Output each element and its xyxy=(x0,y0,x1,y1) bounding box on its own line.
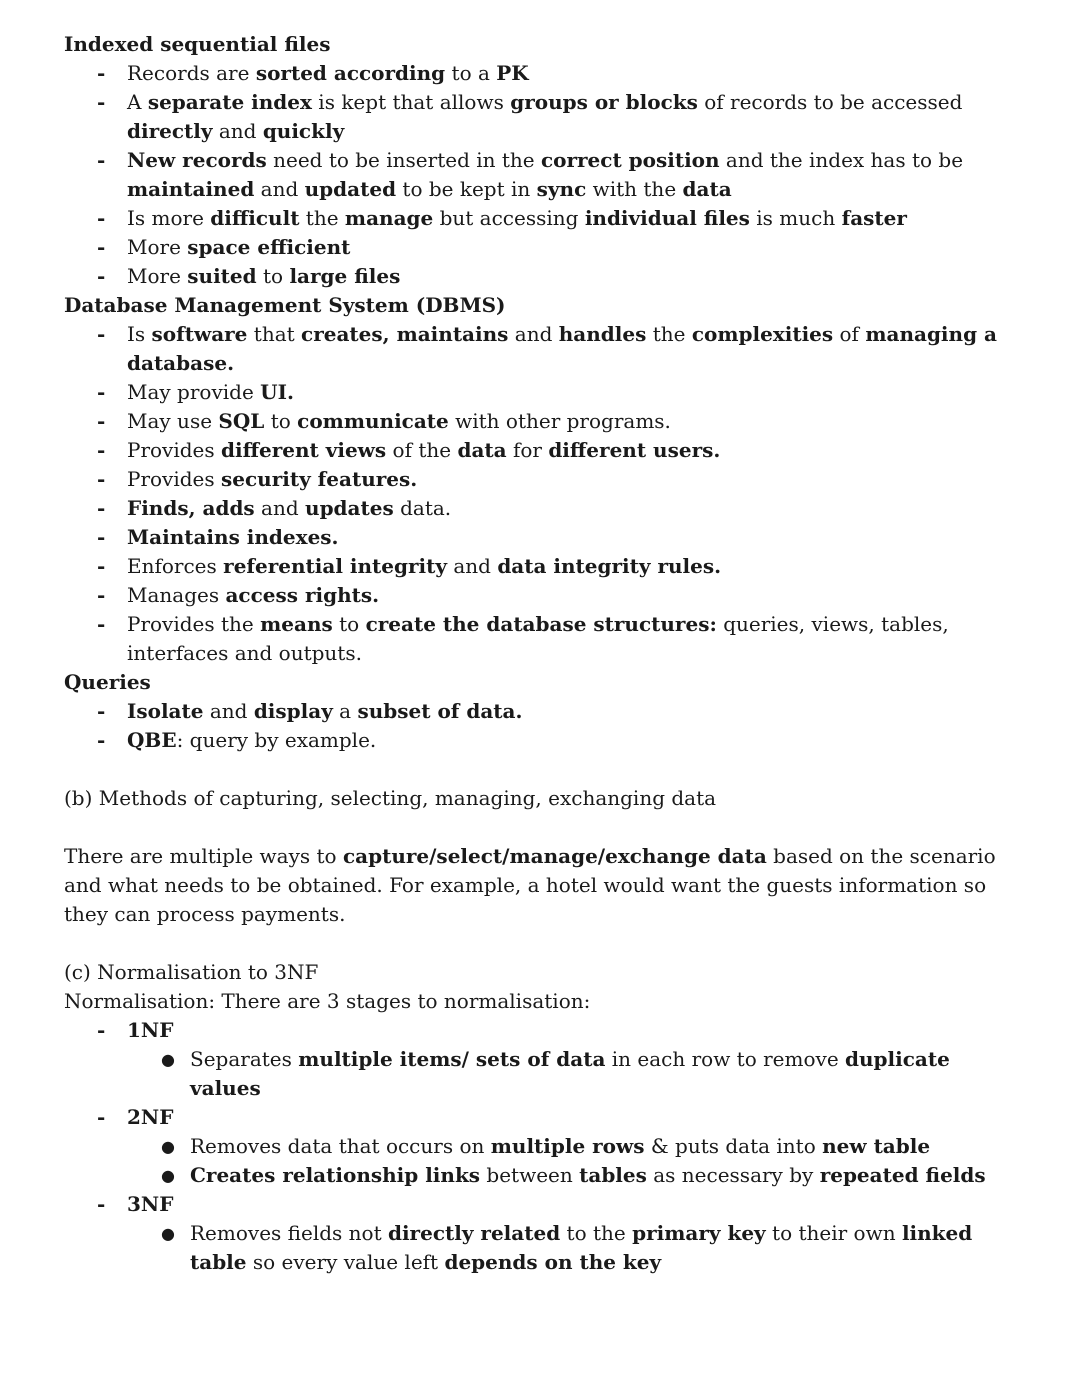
text-run: to a xyxy=(445,61,497,85)
bold-text: directly related xyxy=(387,1221,561,1245)
bold-text: separate index xyxy=(147,90,312,114)
text-run: is much xyxy=(749,206,842,230)
text-run: data. xyxy=(393,496,452,520)
bold-text: Maintains indexes. xyxy=(127,525,339,549)
list-item xyxy=(127,262,1024,291)
bold-text: Finds, adds xyxy=(127,496,255,520)
stage-3nf xyxy=(127,1190,1024,1277)
indexed-heading: Indexed sequential files xyxy=(64,32,331,56)
bold-text: handles xyxy=(558,322,647,346)
queries-heading: Queries xyxy=(64,670,151,694)
list-item xyxy=(127,552,1024,581)
text-run: Separates xyxy=(190,1047,299,1071)
bold-text: SQL xyxy=(218,409,265,433)
list-item xyxy=(127,88,1024,146)
text-run: to xyxy=(332,612,366,636)
list-item xyxy=(127,146,1024,204)
text-run: & puts data into xyxy=(644,1134,823,1158)
list-item xyxy=(190,1132,1024,1161)
text-run: a xyxy=(332,699,358,723)
bold-text: multiple items/ sets of data xyxy=(298,1047,606,1071)
bold-text: different users. xyxy=(548,438,721,462)
bold-text: creates, maintains xyxy=(301,322,509,346)
methods-title: (b) Methods of capturing, selecting, managing, exchanging data xyxy=(64,786,717,810)
bold-text: software xyxy=(151,322,248,346)
list-item xyxy=(127,610,1024,668)
text-run: and xyxy=(508,322,559,346)
dbms-list xyxy=(64,320,1024,668)
text-run: to xyxy=(264,409,298,433)
list-item xyxy=(127,204,1024,233)
text-run: Is xyxy=(127,322,152,346)
text-run: Removes data that occurs on xyxy=(190,1134,491,1158)
document-page xyxy=(64,30,1024,1277)
list-item xyxy=(127,407,1024,436)
bold-text: linked table xyxy=(190,1221,973,1274)
bold-text: quickly xyxy=(262,119,345,143)
normalisation-stages xyxy=(64,1016,1024,1277)
normalisation-intro: Normalisation: There are 3 stages to normalisation: xyxy=(64,989,591,1013)
bold-text: large files xyxy=(289,264,401,288)
bold-text: referential integrity xyxy=(223,554,447,578)
text-run: between xyxy=(480,1163,580,1187)
text-run: the xyxy=(646,322,692,346)
list-item xyxy=(127,59,1024,88)
bold-text: data xyxy=(682,177,732,201)
stage-1nf xyxy=(127,1016,1024,1103)
bold-text: New records xyxy=(127,148,267,172)
bold-text: repeated fields xyxy=(819,1163,986,1187)
bold-text: means xyxy=(260,612,333,636)
list-item xyxy=(127,233,1024,262)
bold-text: QBE xyxy=(127,728,177,752)
text-run: More xyxy=(127,264,188,288)
bold-text: duplicate values xyxy=(190,1047,950,1100)
dbms-heading: Database Management System (DBMS) xyxy=(64,293,506,317)
text-run: the xyxy=(299,206,345,230)
text-run: to be kept in xyxy=(396,177,537,201)
bold-text: sorted according xyxy=(255,61,446,85)
text-run: and the index has to be xyxy=(719,148,964,172)
text-run: Is more xyxy=(127,206,211,230)
list-item xyxy=(127,697,1024,726)
bold-text: difficult xyxy=(210,206,300,230)
bold-text: PK xyxy=(496,61,529,85)
text-run: in each row to remove xyxy=(605,1047,846,1071)
text-run: and xyxy=(254,496,306,520)
bold-text: subset of data. xyxy=(357,699,523,723)
stage-2nf xyxy=(127,1103,1024,1190)
text-run: Provides xyxy=(127,438,222,462)
text-run: May provide xyxy=(127,380,261,404)
bold-text: manage xyxy=(344,206,434,230)
text-run: A xyxy=(127,90,148,114)
text-run: Records are xyxy=(127,61,256,85)
list-item xyxy=(127,465,1024,494)
bold-text: suited xyxy=(187,264,257,288)
bold-text: UI. xyxy=(260,380,294,404)
text-run: to their own xyxy=(765,1221,902,1245)
bold-text: directly xyxy=(127,119,213,143)
text-run: Manages xyxy=(127,583,226,607)
list-item xyxy=(190,1045,1024,1103)
text-run: Provides xyxy=(127,467,222,491)
bold-text: Creates relationship links xyxy=(190,1163,481,1187)
stage-label: 1NF xyxy=(127,1018,174,1042)
normalisation-title: (c) Normalisation to 3NF xyxy=(64,960,319,984)
stage-points xyxy=(127,1045,1024,1103)
bold-text: access rights. xyxy=(225,583,380,607)
bold-text: communicate xyxy=(297,409,449,433)
bold-text: create the database structures: xyxy=(365,612,717,636)
bold-text: multiple rows xyxy=(490,1134,645,1158)
indexed-list xyxy=(64,59,1024,291)
text-run: to the xyxy=(560,1221,633,1245)
list-item xyxy=(127,436,1024,465)
text-run: need to be inserted in the xyxy=(266,148,541,172)
bold-text: faster xyxy=(841,206,907,230)
text-run: and xyxy=(254,177,305,201)
text-run: Enforces xyxy=(127,554,224,578)
text-run: of xyxy=(833,322,866,346)
queries-list xyxy=(64,697,1024,755)
text-run: There are multiple ways to xyxy=(64,844,343,868)
bold-text: complexities xyxy=(691,322,834,346)
text-run: is kept that allows xyxy=(311,90,511,114)
bold-text: security features. xyxy=(221,467,418,491)
bold-text: Isolate xyxy=(127,699,204,723)
stage-label: 2NF xyxy=(127,1105,174,1129)
text-run: of the xyxy=(386,438,458,462)
text-run: and xyxy=(212,119,263,143)
list-item xyxy=(190,1219,1024,1277)
bold-text: maintained xyxy=(127,177,255,201)
text-run: May use xyxy=(127,409,219,433)
text-run: and xyxy=(446,554,498,578)
bold-text: groups or blocks xyxy=(510,90,698,114)
methods-paragraph xyxy=(64,842,1024,929)
text-run: Removes fields not xyxy=(190,1221,388,1245)
text-run: to xyxy=(256,264,290,288)
bold-text: updated xyxy=(304,177,397,201)
bold-text: sync xyxy=(536,177,587,201)
text-run: of records to be accessed xyxy=(697,90,963,114)
bold-text: updates xyxy=(305,496,394,520)
text-run: with other programs. xyxy=(448,409,671,433)
text-run: that xyxy=(247,322,302,346)
list-item xyxy=(127,494,1024,523)
bold-text: space efficient xyxy=(187,235,351,259)
list-item xyxy=(127,581,1024,610)
list-item xyxy=(127,523,1024,552)
text-run: More xyxy=(127,235,188,259)
bold-text: different views xyxy=(221,438,387,462)
list-item xyxy=(127,320,1024,378)
text-run: as necessary by xyxy=(646,1163,820,1187)
text-run: Provides the xyxy=(127,612,261,636)
text-run: with the xyxy=(586,177,683,201)
text-run: queries, views, tables, interfaces and outputs. xyxy=(127,612,949,665)
bold-text: capture/select/manage/exchange data xyxy=(342,844,767,868)
list-item xyxy=(127,378,1024,407)
list-item xyxy=(127,726,1024,755)
text-run: based on the scenario and what needs to be obtained. For example, a hotel would want the guests information so they can process payments. xyxy=(64,844,996,926)
stage-label: 3NF xyxy=(127,1192,174,1216)
bold-text: primary key xyxy=(632,1221,766,1245)
bold-text: data xyxy=(457,438,507,462)
bold-text: managing a database. xyxy=(127,322,997,375)
bold-text: display xyxy=(253,699,333,723)
stage-points xyxy=(127,1219,1024,1277)
text-run: : query by example. xyxy=(176,728,377,752)
bold-text: individual files xyxy=(584,206,750,230)
text-run: for xyxy=(506,438,549,462)
bold-text: data integrity rules. xyxy=(497,554,722,578)
text-run: but accessing xyxy=(433,206,585,230)
bold-text: correct position xyxy=(540,148,720,172)
bold-text: new table xyxy=(822,1134,931,1158)
bold-text: tables xyxy=(579,1163,647,1187)
list-item xyxy=(190,1161,1024,1190)
stage-points xyxy=(127,1132,1024,1190)
text-run: so every value left xyxy=(246,1250,445,1274)
text-run: and xyxy=(203,699,254,723)
bold-text: depends on the key xyxy=(444,1250,662,1274)
